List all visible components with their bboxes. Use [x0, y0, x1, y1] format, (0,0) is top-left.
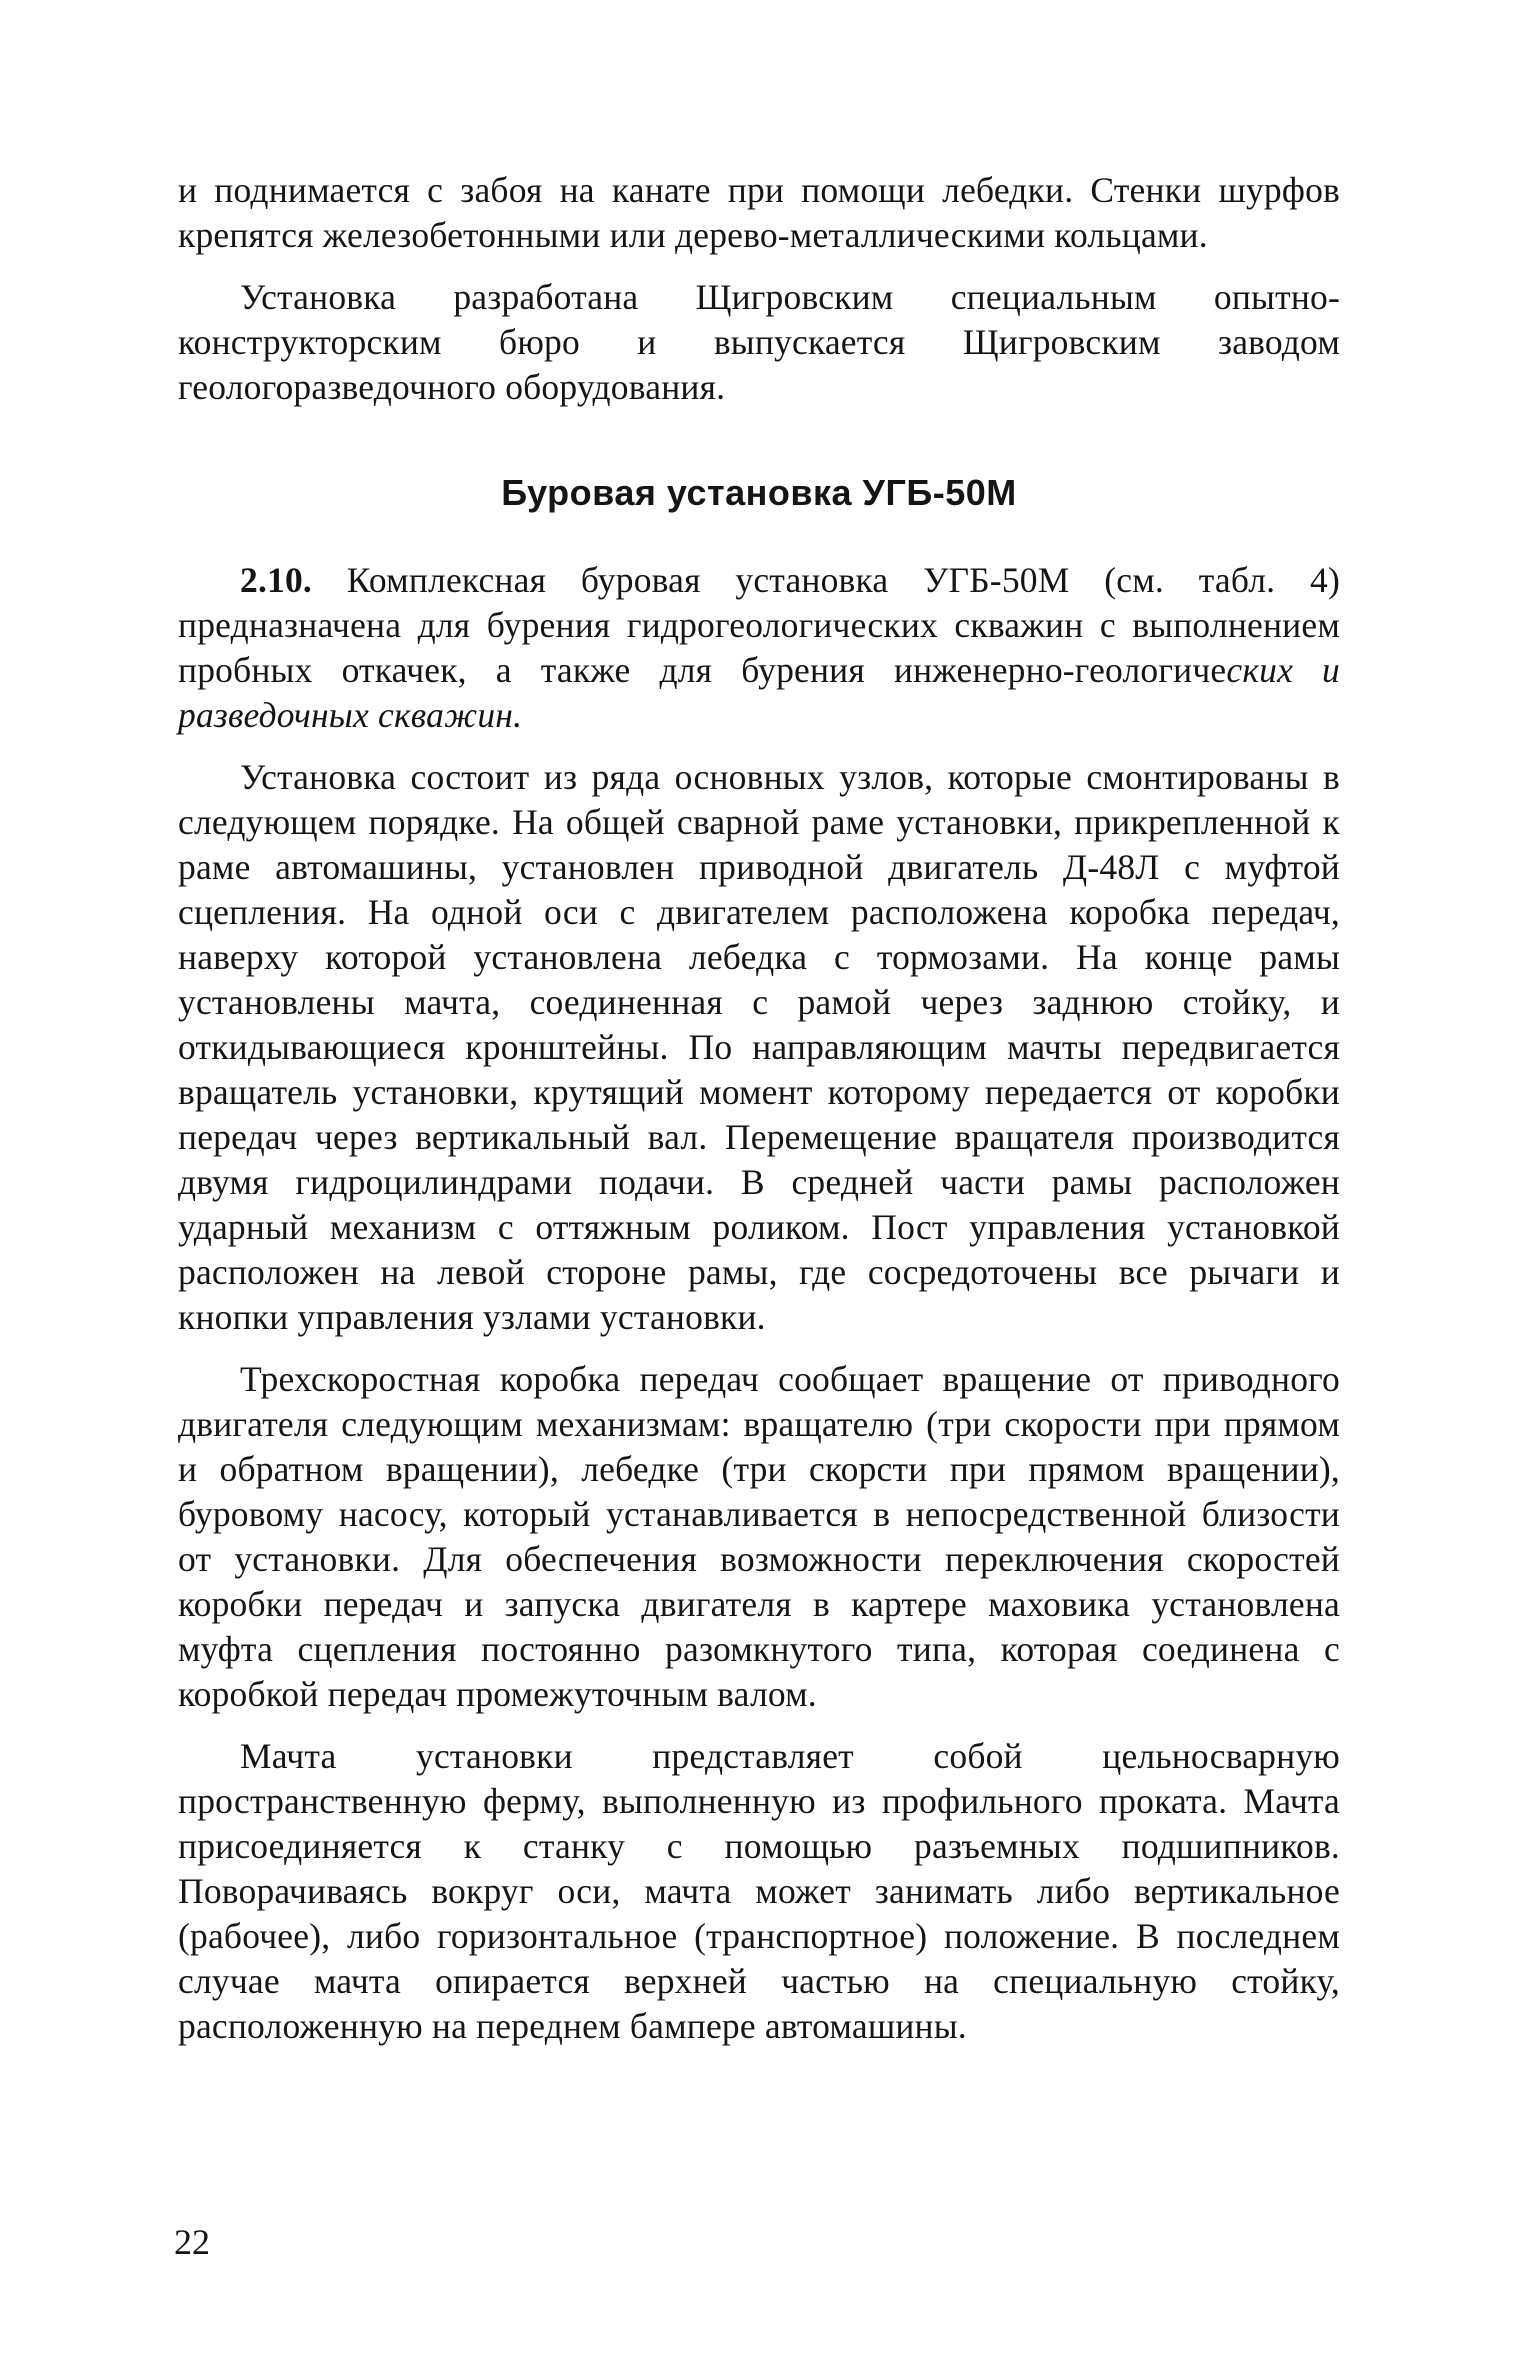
paragraph-purpose-italic: ских и разведочных скважин.	[178, 650, 1340, 735]
paragraph-gearbox: Трехскоростная коробка передач сообщает вращение от приводного двигателя следующим механизмам: вращателю (три скорости при прямом и обратном вращении), лебедке (три скорсти при прямом вращении), буровому насосу, который устанавливается в непосредственной близости от установки. Для обеспечения возможности переключения скоростей коробки передач и запуска двигателя в картере маховика установлена муфта сцепления постоянно разомкнутого типа, которая соединена с коробкой передач промежуточным валом.	[178, 1359, 1340, 1714]
paragraph-mast: Мачта установки представляет собой цельносварную пространственную ферму, выполненную из профильного проката. Мачта присоединяется к станку с помощью разъемных подшипников. Поворачиваясь вокруг оси, мачта может занимать либо вертикальное (рабочее), либо горизонтальное (транспортное) положение. В последнем случае мачта опирается верхней частью на специальную стойку, расположенную на переднем бампере автомашины.	[178, 1736, 1340, 2046]
section-heading: Буровая установка УГБ-50М	[501, 472, 1017, 513]
paragraph-purpose	[178, 558, 1340, 738]
paragraph-developer: Установка разработана Щигровским специальным опытно-конструкторским бюро и выпускается Щигровским заводом геологоразведочного оборудования.	[178, 277, 1340, 407]
page-content	[178, 168, 1340, 2049]
paragraph-continuation: и поднимается с забоя на канате при помощи лебедки. Стенки шурфов крепятся железобетонными или дерево-металлическими кольцами.	[178, 170, 1340, 255]
paragraph-purpose-text: Комплексная буровая установка УГБ-50М (см. табл. 4) предназначена для бурения гидрогеологических скважин с выполнением пробных откачек, а также для бурения инженерно-геологиче	[178, 560, 1340, 690]
paragraph-components: Установка состоит из ряда основных узлов, которые смонтированы в следующем порядке. На общей сварной раме установки, прикрепленной к раме автомашины, установлен приводной двигатель Д-48Л с муфтой сцепления. На одной оси с двигателем расположена коробка передач, наверху которой установлена лебедка с тормозами. На конце рамы установлены мачта, соединенная с рамой через заднюю стойку, и откидывающиеся кронштейны. По направляющим мачты передвигается вращатель установки, крутящий момент которому передается от коробки передач через вертикальный вал. Перемещение вращателя производится двумя гидроцилиндрами подачи. В средней части рамы расположен ударный механизм с оттяжным роликом. Пост управления установкой расположен на левой стороне рамы, где сосредоточены все рычаги и кнопки управления узлами установки.	[178, 757, 1340, 1337]
section-number: 2.10.	[240, 560, 312, 600]
page-number: 22	[174, 2222, 210, 2262]
